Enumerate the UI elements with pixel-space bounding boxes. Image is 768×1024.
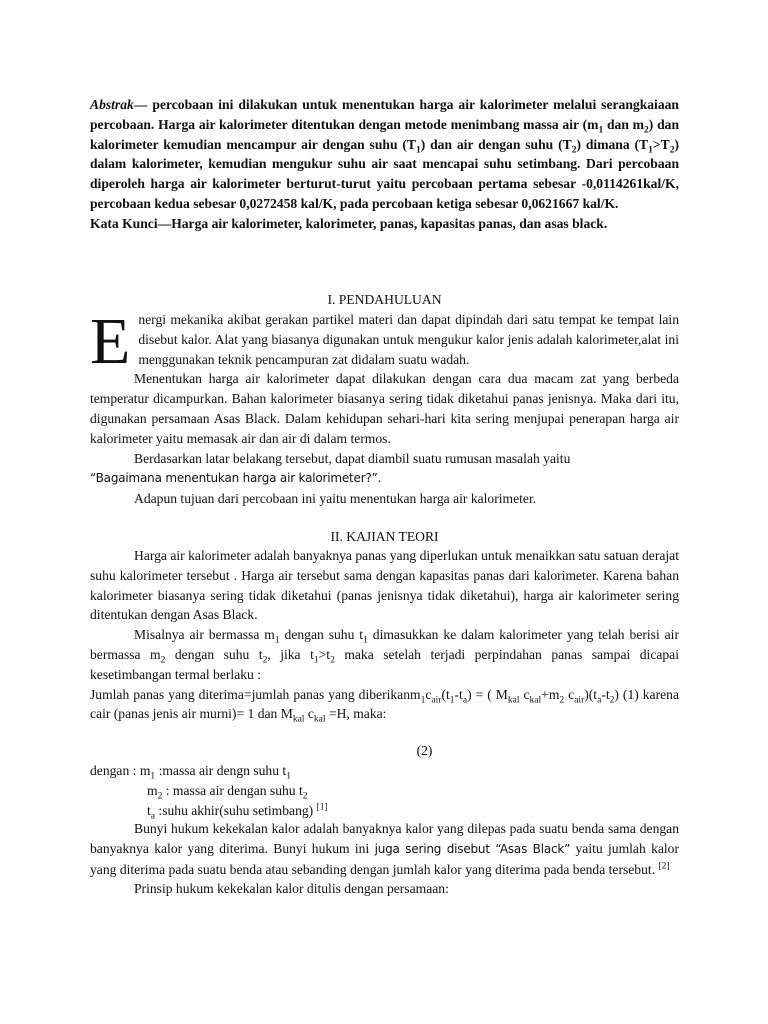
paragraph: Misalnya air bermassa $m_1$ dengan suhu $t_1$ dimasukkan ke dalam kalorimeter yang telah berisi air bermassa $m_2$ dengan suhu $t_2$, jika $t_1>t_2$ maka setelah terjadi perpindahan panas sampai dicapai kesetimbangan termal berlaku :	[90, 627, 679, 682]
section-1-body	[90, 305, 679, 509]
section-2-body	[90, 546, 679, 724]
section-2-body-cont	[90, 819, 679, 899]
variable-definitions: dengan : $m_1$ :massa air dengn suhu $t_1$ $m_2$ : massa air dengan suhu $t_2$ $t_a$ :suhu akhir(suhu setimbang) [1]	[90, 763, 328, 822]
equation-1: Jumlah panas yang diterima=jumlah panas yang $diberikanm_1c_{air}(t_1-t_a)$ = ( $M_{kal}$ $c_{kal}+m_2$ $c_{air})(t_a-t_2)$ (1) karena cair (panas jenis air murni)= 1 dan $M_{kal}$ $c_{kal} =H$, maka:	[90, 686, 679, 726]
paragraph: Bunyi hukum kekekalan kalor adalah banyaknya kalor yang dilepas pada suatu benda sama dengan banyaknya kalor yang diterima. Bunyi hukum ini juga sering disebut “Asas Black” yaitu jumlah kalor yang diterima pada suatu benda atau sebanding dengan jumlah kalor yang diterima pada benda tersebut. [2]	[90, 821, 680, 877]
abstract: Abstrak— percobaan ini dilakukan untuk menentukan harga air kalorimeter melalui serangkaiaan percobaan. Harga air kalorimeter ditentukan dengan metode menimbang massa air ($m_1$ dan $m_2$) dan kalorimeter kemudian mencampur air dengan suhu $(T_1)$ dan air dengan suhu $(T_2)$ dimana $(T_1>T_2)$ dalam kalorimeter, kemudian mengukur suhu air saat mencapai suhu setimbang. Dari percobaan diperoleh harga air kalorimeter berturut-turut yaitu percobaan pertama sebesar -0,0114261kal/K, percobaan kedua sebesar 0,0272458 kal/K, pada percobaan ketiga sebesar 0,0621667 kal/K. Kata Kunci—Harga air kalorimeter, kalorimeter, panas, kapasitas panas, dan asas black.	[90, 95, 679, 234]
abstract-lead: Abstrak—	[90, 97, 148, 112]
paragraph: Menentukan harga air kalorimeter dapat dilakukan dengan cara dua macam zat yang berbeda temperatur dicampurkan. Bahan kalorimeter biasanya sering tidak diketahui panas jenisnya. Maka dari itu, digunakan persamaan Asas Black. Dalam kehidupan sehari-hari kita sering menjupai penerapan harga air kalorimeter yaitu memasak air dan air di dalam termos.	[90, 371, 679, 446]
citation-ref: [2]	[658, 861, 670, 872]
section-1-title: I. PENDAHULUAN	[327, 292, 442, 307]
paragraph: Berdasarkan latar belakang tersebut, dapat diambil suatu rumusan masalah yaitu “Bagaimana menentukan harga air kalorimeter?”.	[90, 450, 571, 486]
section-2-title: II. KAJIAN TEORI	[330, 529, 439, 544]
paragraph: Adapun tujuan dari percobaan ini yaitu menentukan harga air kalorimeter.	[134, 491, 537, 507]
equation-2-number: (2)	[416, 743, 433, 758]
drop-cap: E	[90, 305, 131, 378]
intro-paragraph: Energi mekanika akibat gerakan partikel materi dan dapat dipindah dari satu tempat ke tempat lain disebut kalor. Alat yang biasanya digunakan untuk mengukur kalor jenis adalah kalorimeter,alat ini menggunakan teknik pencampuran zat didalam suatu wadah.	[90, 305, 679, 378]
paragraph: Harga air kalorimeter adalah banyaknya panas yang diperlukan untuk menaikkan satu satuan derajat suhu kalorimeter tersebut . Harga air tersebut sama dengan kapasitas panas dari kalorimeter. Karena bahan kalorimeter biasanya sering tidak diketahui (panas jenisnya tidak diketahui), harga air kalorimeter sering ditentukan dengan Asas Black.	[90, 548, 679, 623]
citation-ref: [1]	[316, 802, 328, 813]
keywords: Kata Kunci—Harga air kalorimeter, kalorimeter, panas, kapasitas panas, dan asas black.	[90, 215, 608, 231]
paragraph: Prinsip hukum kekekalan kalor ditulis dengan persamaan:	[134, 881, 449, 897]
